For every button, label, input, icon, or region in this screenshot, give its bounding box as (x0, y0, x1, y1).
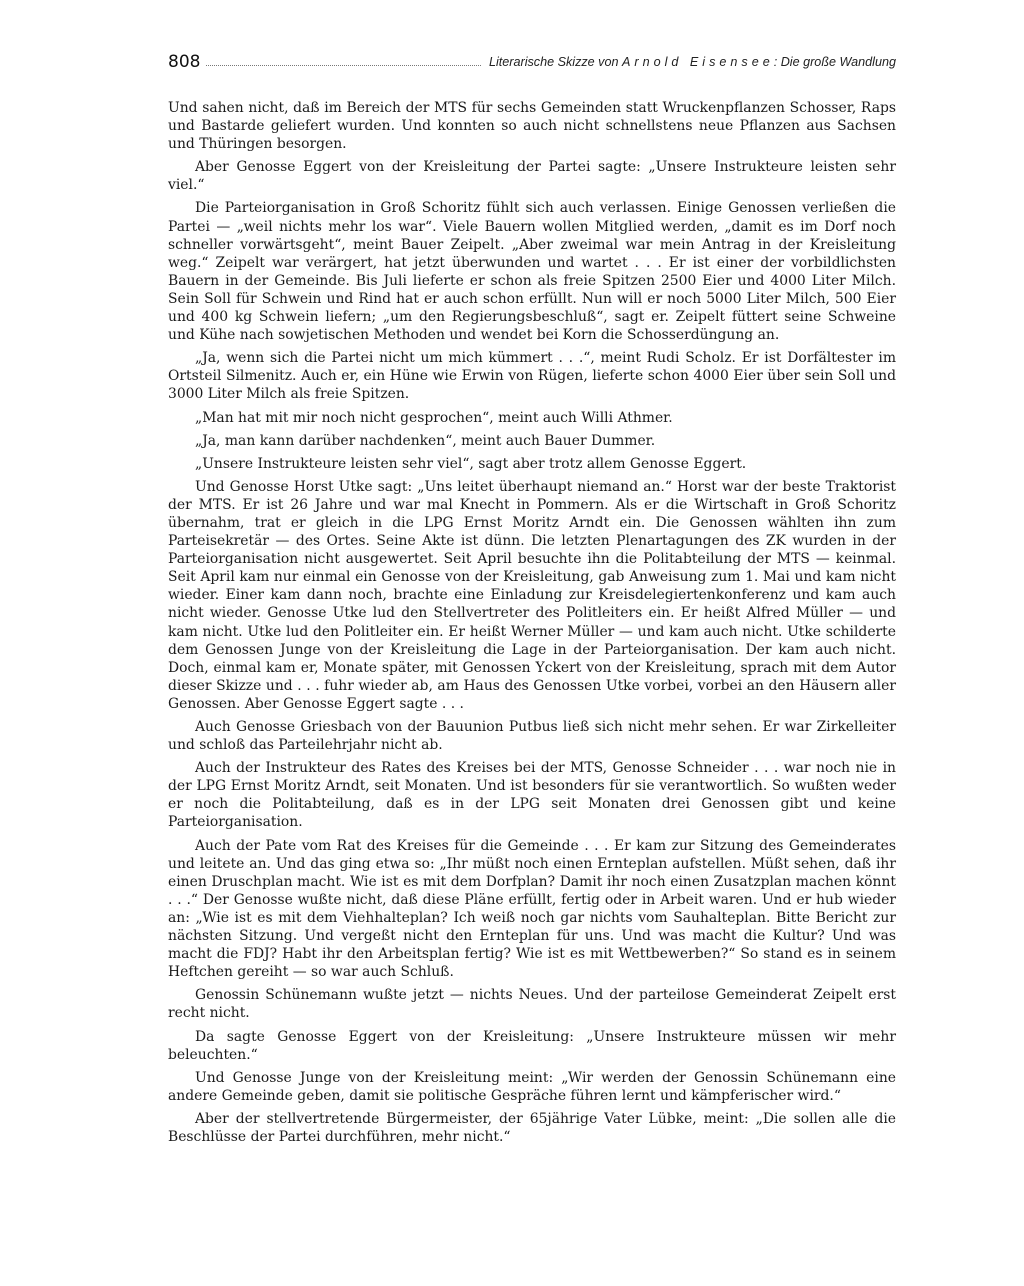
paragraph-3: Die Parteiorganisation in Groß Schoritz fühlt sich auch verlassen. Einige Genossen verließen die Partei — „weil nichts mehr los war“. Viele Bauern wollen Mitglied werden, „damit es im Dorf noch schneller vorwärtsgeht“, meint Bauer Zeipelt. „Aber zweimal war mein Antrag in der Kreisleitung weg.“ Zeipelt war verärgert, hat jetzt überwunden und wartet . . . Er ist einer der vorbildlichsten Bauern in der Gemeinde. Bis Juli lieferte er schon als freie Spitzen 2500 Eier und 4000 Liter Milch. Sein Soll für Schwein und Rind hat er auch schon erfüllt. Nun will er noch 5000 Liter Milch, 500 Eier und 400 kg Schwein liefern; „um den Regierungsbeschluß“, sagt er. Zeipelt füttert seine Schweine und Kühe nach sowjetischen Methoden und wendet bei Korn die Schosserdüngung an. (168, 200, 896, 344)
body-text (168, 99, 896, 1151)
paragraph-9: Auch Genosse Griesbach von der Bauunion Putbus ließ sich nicht mehr sehen. Er war Zirkelleiter und schloß das Parteilehrjahr nicht ab. (168, 719, 896, 754)
paragraph-13: Da sagte Genosse Eggert von der Kreisleitung: „Unsere Instrukteure müssen wir mehr beleuchten.“ (168, 1028, 896, 1063)
paragraph-6: „Ja, man kann darüber nachdenken“, meint auch Bauer Dummer. (195, 432, 656, 449)
paragraph-14: Und Genosse Junge von der Kreisleitung meint: „Wir werden der Genossin Schünemann eine andere Gemeinde geben, damit sie politische Gespräche führen lernt und kämpferischer wird.“ (168, 1069, 896, 1104)
header-dotted-leader (206, 65, 481, 66)
paragraph-12: Genossin Schünemann wußte jetzt — nichts Neues. Und der parteilose Gemeinderat Zeipelt erst recht nicht. (168, 987, 896, 1022)
page-header (168, 48, 896, 76)
paragraph-4: „Ja, wenn sich die Partei nicht um mich kümmert . . .“, meint Rudi Scholz. Er ist Dorfältester im Ortsteil Silmenitz. Auch er, ein Hüne wie Erwin von Rügen, lieferte schon 4000 Eier über sein Soll und 3000 Liter Milch als freie Spitzen. (168, 350, 896, 403)
running-head-author: Arnold Eisensee (622, 55, 774, 69)
running-head-prefix: Literarische Skizze von (489, 55, 622, 69)
page-number: 808 (168, 52, 201, 72)
paragraph-8: Und Genosse Horst Utke sagt: „Uns leitet überhaupt niemand an.“ Horst war der beste Traktorist der MTS. Er ist 26 Jahre und war mal Knecht in Pommern. Als er die Wirtschaft in Groß Schoritz übernahm, trat er gleich in die LPG Ernst Moritz Arndt ein. Die Genossen wählten ihn zum Parteisekretär — des Ortes. Seine Akte ist dünn. Die letzten Plenartagungen des ZK wurden in der Parteiorganisation nicht ausgewertet. Seit April besuchte ihn die Politabteilung der MTS — keinmal. Seit April kam nur einmal ein Genosse von der Kreisleitung, gab Anweisung zum 1. Mai und kam nicht wieder. Einer kam dann noch, brachte eine Einladung zur Kreisdelegiertenkonferenz und kam auch nicht wieder. Genosse Utke lud den Stellvertreter des Politleiters ein. Er heißt Alfred Müller — und kam nicht. Utke lud den Politleiter ein. Er heißt Werner Müller — und kam auch nicht. Utke schilderte dem Genossen Junge von der Kreisleitung die Lage in der Parteiorganisation. Der kam auch nicht. Doch, einmal kam er, Monate später, mit Genossen Yckert von der Kreisleitung, sprach mit dem Autor dieser Skizze und . . . fuhr wieder ab, am Haus des Genossen Utke vorbei, vorbei an den Häusern aller Genossen. Aber Genosse Eggert sagte . . . (168, 478, 896, 712)
paragraph-1: Und sahen nicht, daß im Bereich der MTS für sechs Gemeinden statt Wruckenpflanzen Schosser, Raps und Bastarde geliefert wurden. Und konnten so auch nicht schnellstens neue Pflanzen aus Sachsen und Thüringen besorgen. (168, 100, 896, 153)
paragraph-11: Auch der Pate vom Rat des Kreises für die Gemeinde . . . Er kam zur Sitzung des Gemeinderates und leitete an. Und das ging etwa so: „Ihr müßt noch einen Ernteplan aufstellen. Müßt sehen, daß ihr einen Druschplan macht. Wie ist es mit dem Dorfplan? Damit ihr noch einen Zusatzplan machen könnt . . .“ Der Genosse wußte nicht, daß diese Pläne erfüllt, fertig oder in Arbeit waren. Und er hub wieder an: „Wie ist es mit dem Viehhalteplan? Ich weiß noch gar nichts vom Sauhalteplan. Bitte Bericht zur nächsten Sitzung. Und vergeßt nicht den Ernteplan für uns. Und was macht die Kultur? Und was macht die FDJ? Habt ihr den Arbeitsplan fertig? Wie ist es mit Wettbewerben?“ So stand es in seinem Heftchen gereiht — so war auch Schluß. (168, 837, 896, 981)
paragraph-7: „Unsere Instrukteure leisten sehr viel“, sagt aber trotz allem Genosse Eggert. (195, 455, 747, 472)
paragraph-15: Aber der stellvertretende Bürgermeister, der 65jährige Vater Lübke, meint: „Die sollen alle die Beschlüsse der Partei durchführen, mehr nicht.“ (168, 1110, 896, 1145)
paragraph-5: „Man hat mit mir noch nicht gesprochen“, meint auch Willi Athmer. (195, 409, 673, 426)
running-head-suffix: : Die große Wandlung (773, 55, 896, 69)
paragraph-2: Aber Genosse Eggert von der Kreisleitung der Partei sagte: „Unsere Instrukteure leisten sehr viel.“ (168, 159, 896, 194)
running-head (489, 55, 896, 69)
paragraph-10: Auch der Instrukteur des Rates des Kreises bei der MTS, Genosse Schneider . . . war noch nie in der LPG Ernst Moritz Arndt, seit Monaten. Und ist besonders für sie verantwortlich. So wußten weder er noch die Politabteilung, daß es in der LPG seit Monaten drei Genossen gibt und keine Parteiorganisation. (168, 760, 896, 831)
